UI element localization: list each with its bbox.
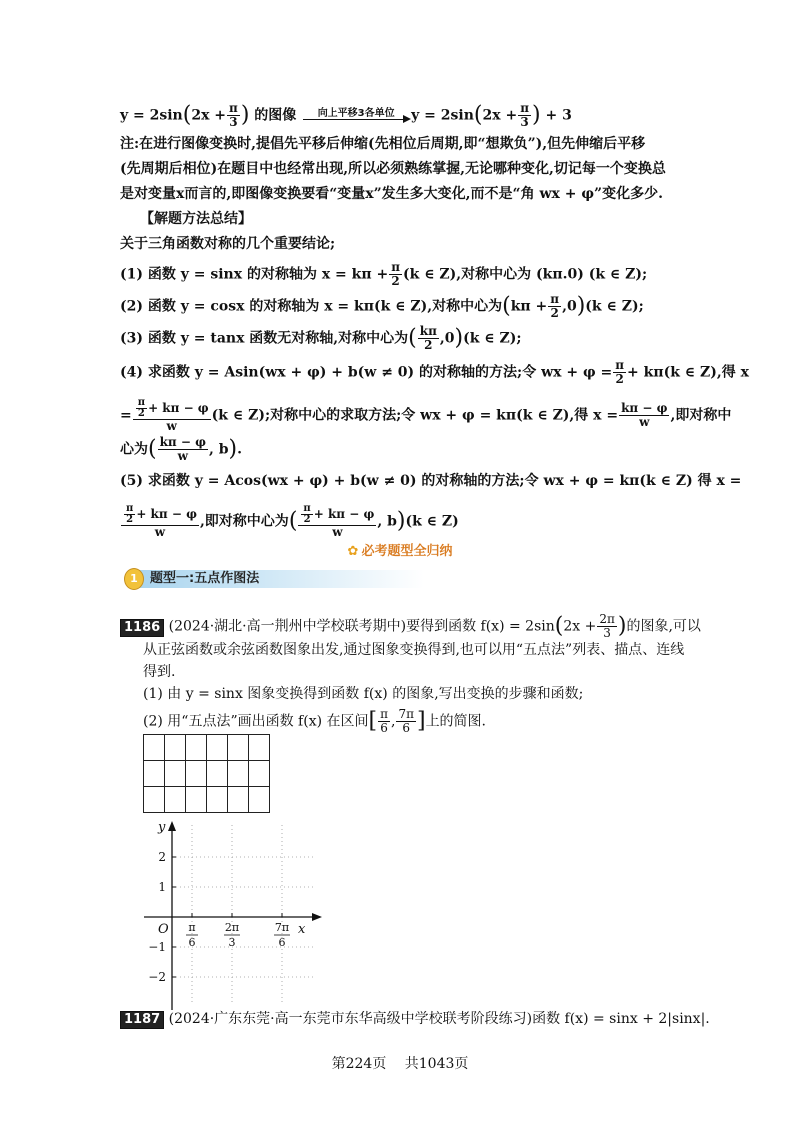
frac-pi-3: $\frac{\pi}{3}$ xyxy=(229,101,238,129)
top-formula: y = 2sin(2x + $\frac{\pi}{3}$ ) 的图像 向上平移3各单位 y = 2sin(2x + $\frac{\pi}{3}$ ) + 3 xyxy=(120,101,572,129)
question-1186-line2: 从正弦函数或余弦函数图象出发,通过图象变换得到,也可以用“五点法”列表、描点、连线 xyxy=(143,642,685,658)
x-tick-2pi3-den: 3 xyxy=(228,936,236,949)
flower-icon: ✿ xyxy=(347,544,359,559)
conclusion-3: (3) 函数 y = tanx 函数无对称轴,对称中心为( $\frac{k\pi}{2}$ ,0)(k ∈ Z); xyxy=(120,324,522,352)
x-axis-arrow xyxy=(312,913,322,921)
y-tick-neg1: −1 xyxy=(148,940,166,954)
question-number-1187: 1187 xyxy=(120,1011,164,1029)
coordinate-axes xyxy=(130,815,330,1025)
x-tick-7pi6-den: 6 xyxy=(278,936,286,949)
note-line-1: 注:在进行图像变换时,提倡先平移后伸缩(先相位后周期,即“想欺负”),但先伸缩后平移 xyxy=(120,136,646,152)
question-1186-line1: 1186 (2024·湖北·高一荆州中学校联考期中)要得到函数 f(x) = 2sin(2x + $\frac{2\pi}{3}$ )的图象,可以 xyxy=(120,613,680,640)
five-point-table xyxy=(143,734,270,813)
note-line-2: (先周期后相位)在题目中也经常出现,所以必须熟练掌握,无论哪种变化,切记每一个变换总 xyxy=(120,161,666,177)
y-axis-label: y xyxy=(158,820,166,835)
y-tick-neg2: −2 xyxy=(148,970,166,984)
conclusion-4-line2: = $\frac{\pi}{2}$ + kπ − φ w (k ∈ Z);对称中心的求取方法;令 wx + φ = kπ(k ∈ Z),得 x = $\frac{k\pi - \varphi}{w}$ ,即对称中 xyxy=(120,397,732,433)
question-1186-part2: (2) 用“五点法”画出函数 f(x) 在区间[ $\frac{\pi}{6}$ , $\frac{7\pi}{6}$ ]上的简图. xyxy=(143,707,487,735)
y-axis-arrow xyxy=(168,821,176,831)
type-number-badge: 1 xyxy=(124,568,144,590)
origin-label: O xyxy=(158,922,169,937)
conclusion-4-line3: 心为( $\frac{k\pi - \varphi}{w}$ , b). xyxy=(120,435,242,463)
conclusion-4-line1: (4) 求函数 y = Asin(wx + φ) + b(w ≠ 0) 的对称轴的方法;令 wx + φ = $\frac{\pi}{2}$ + kπ(k ∈ Z),得 x xyxy=(120,358,749,386)
y-tick-1: 1 xyxy=(158,880,166,894)
type-title: 题型一:五点作图法 xyxy=(150,571,260,586)
x-tick-pi6-den: 6 xyxy=(188,936,196,949)
type-header xyxy=(124,568,424,590)
question-number-1186: 1186 xyxy=(120,619,164,637)
x-tick-7pi6-num: 7π xyxy=(274,921,290,934)
x-tick-pi6-num: π xyxy=(188,921,196,934)
arrow-label: 向上平移3各单位 xyxy=(317,107,395,119)
formula-lhs: y = 2sin xyxy=(120,107,183,124)
conclusion-5-line1: (5) 求函数 y = Acos(wx + φ) + b(w ≠ 0) 的对称轴的方法;令 wx + φ = kπ(k ∈ Z) 得 x = xyxy=(120,473,742,489)
conclusion-5-line2: $\frac{\pi}{2}$ + kπ − φ w ,即对称中心为( $\frac{\pi}{2}$ + kπ − φ w , b)(k ∈ Z) xyxy=(120,504,680,539)
question-1187: 1187 (2024·广东东莞·高一东莞市东华高级中学校联考阶段练习)函数 f(x) = sinx + 2|sinx|. xyxy=(120,1009,680,1029)
question-1186-part1: (1) 由 y = sinx 图象变换得到函数 f(x) 的图象,写出变换的步骤和函数; xyxy=(143,686,584,702)
conclusion-1: (1) 函数 y = sinx 的对称轴为 x = kπ + $\frac{\pi}{2}$ (k ∈ Z),对称中心为 (kπ.0) (k ∈ Z); xyxy=(120,260,648,288)
x-axis-label: x xyxy=(298,922,306,937)
section-title: ✿ 必考题型全归纳 xyxy=(347,544,453,559)
page-footer: 第224页 共1043页 xyxy=(331,1056,469,1072)
intro-text: 关于三角函数对称的几个重要结论; xyxy=(120,236,336,252)
method-heading: 【解题方法总结】 xyxy=(140,211,252,227)
transform-arrow xyxy=(301,106,411,126)
x-tick-2pi3-num: 2π xyxy=(224,921,240,934)
y-tick-2: 2 xyxy=(158,850,166,864)
note-line-3: 是对变量x而言的,即图像变换要看“变量x”发生多大变化,而不是“角 wx + φ”变化多少. xyxy=(120,186,663,202)
conclusion-2: (2) 函数 y = cosx 的对称轴为 x = kπ(k ∈ Z),对称中心为(kπ + $\frac{\pi}{2}$ ,0)(k ∈ Z); xyxy=(120,292,644,320)
question-1186-line3: 得到. xyxy=(143,664,176,680)
